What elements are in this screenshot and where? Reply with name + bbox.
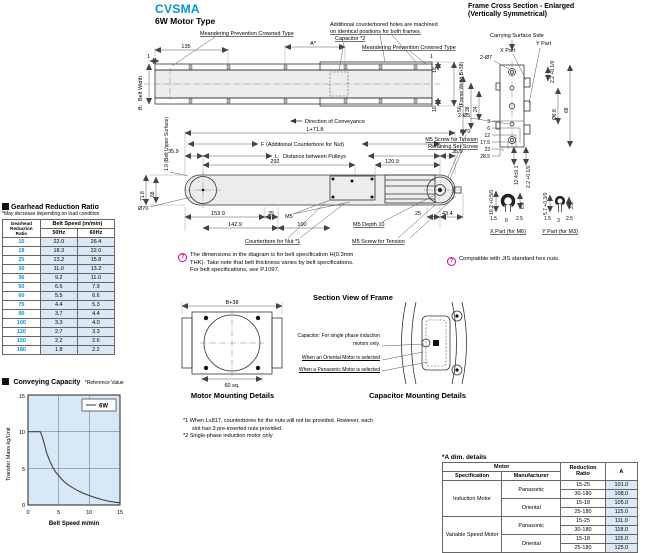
dia70-right: Ø70 bbox=[460, 129, 471, 135]
direction-label: Direction of Conveyance bbox=[305, 119, 365, 125]
gearhead-row bbox=[3, 309, 115, 318]
chart-title-note: *Reference Value bbox=[84, 380, 124, 386]
a-dim-col-ratio-l1: Reduction bbox=[569, 465, 597, 471]
cross-section-heading bbox=[468, 3, 574, 19]
ratio-cell: 15-25 bbox=[561, 517, 605, 526]
spec-cell: Variable Speed Motor bbox=[443, 517, 502, 553]
dim-2d5: 2-Ø5 bbox=[458, 113, 471, 119]
a-dim-section bbox=[442, 454, 638, 553]
gearhead-col-60hz: 60Hz bbox=[77, 228, 114, 237]
side-view-left-dims bbox=[138, 117, 191, 212]
speed60-cell: 6.6 bbox=[77, 291, 114, 300]
gearhead-row bbox=[3, 282, 115, 291]
dim-10-bottom: 10 bbox=[432, 106, 438, 112]
y-dim-3: 3 bbox=[557, 218, 560, 224]
y-dim-15: 1.5 bbox=[544, 216, 551, 222]
belt-note-line1: The dimensions in the diagram is for belt specification H(0.3mm bbox=[190, 252, 354, 258]
dim-1429: 142.9 bbox=[228, 222, 242, 228]
capacitor-mounting-drawing bbox=[382, 300, 490, 386]
frame-profile bbox=[496, 61, 530, 151]
cross-section-heading-line1: Frame Cross Section - Enlarged bbox=[468, 3, 575, 10]
speed60-cell: 4.0 bbox=[77, 318, 114, 327]
page-subtitle: 6W Motor Type bbox=[155, 16, 216, 26]
mfr-cell: Panasonic bbox=[502, 517, 561, 535]
motor-mount-frame bbox=[182, 310, 282, 376]
dim-a-star: A* bbox=[310, 41, 316, 47]
m5-tension-label: M5 Screw for Tension bbox=[352, 239, 405, 245]
speed60-cell: 3.3 bbox=[77, 327, 114, 336]
ratio-cell: 18 bbox=[3, 246, 41, 255]
stack-175: 17.5 bbox=[480, 140, 490, 146]
side-view-body bbox=[185, 172, 464, 208]
speed60-cell: 26.4 bbox=[77, 237, 114, 246]
crowned-type-left-label: Meandering Prevention Crowned Type bbox=[200, 31, 294, 37]
panasonic-motor-note: When a Panasonic Motor is selected bbox=[298, 367, 380, 373]
x-part-detail-label: X Part (for M6) bbox=[489, 229, 527, 235]
dim-100: 100 bbox=[297, 222, 307, 228]
dim-1539: 153.9 bbox=[211, 211, 225, 217]
a-dim-col-a: A bbox=[605, 463, 637, 481]
direction-of-conveyance bbox=[290, 119, 365, 126]
dim-f-label: (Additional Counterbore for Nut) bbox=[266, 142, 344, 148]
gearhead-header-row1 bbox=[3, 219, 115, 228]
y-part-label: Y Part bbox=[536, 41, 552, 47]
stack-12: 12 bbox=[484, 133, 490, 139]
dim-292: 292 bbox=[270, 159, 280, 165]
y-dim-32: 3.2 bbox=[569, 202, 575, 209]
page-title: CVSMA bbox=[155, 2, 200, 16]
capacitor-note-line1: Capacitor: For single phase induction bbox=[297, 333, 380, 339]
dim-1209: 120.9 bbox=[385, 159, 399, 165]
ratio-cell: 100 bbox=[3, 318, 41, 327]
a-dim-col-mfr: Manufacturer bbox=[502, 472, 561, 481]
side-view-drawing bbox=[130, 113, 480, 253]
x-dim-25: 2.5 bbox=[516, 216, 523, 222]
xtick-10: 10 bbox=[86, 510, 93, 516]
dim-b38: B+38 bbox=[225, 300, 239, 306]
belt-width-label: Belt Width bbox=[138, 75, 144, 101]
xtick-0: 0 bbox=[26, 510, 30, 516]
capacity-chart bbox=[2, 389, 154, 541]
gearhead-row bbox=[3, 336, 115, 345]
dim-434: 43.4 bbox=[442, 211, 453, 217]
dim-1-right: 1 bbox=[430, 54, 434, 60]
dim-38: 38 bbox=[465, 106, 471, 112]
dim-359-right: 35.9 bbox=[452, 149, 463, 155]
capacitor-note-line2: motors only. bbox=[353, 341, 380, 347]
dim-f-prefix: F bbox=[261, 142, 265, 148]
section-marker-icon bbox=[2, 378, 9, 385]
ytick-0: 0 bbox=[21, 503, 25, 509]
xtick-5: 5 bbox=[57, 510, 61, 516]
x-part-detail bbox=[489, 190, 526, 235]
speed50-cell: 3.7 bbox=[40, 309, 77, 318]
ratio-cell: 75 bbox=[3, 300, 41, 309]
a-dim-title: *A dim. details bbox=[442, 454, 487, 461]
dim-10-top: 10 bbox=[432, 67, 438, 73]
stack-285: 28.5 bbox=[480, 154, 490, 160]
a-dim-col-ratio bbox=[561, 463, 605, 481]
ratio-cell: 90 bbox=[3, 309, 41, 318]
ratio-cell: 25 bbox=[3, 255, 41, 264]
gearhead-col-50hz: 50Hz bbox=[40, 228, 77, 237]
chart-x-ticks bbox=[26, 510, 123, 516]
dim-2d7: 2-Ø7 bbox=[480, 55, 493, 61]
gearhead-row bbox=[3, 291, 115, 300]
footnotes bbox=[183, 418, 373, 441]
speed50-cell: 2.7 bbox=[40, 327, 77, 336]
dim-135: 135 bbox=[181, 44, 191, 50]
ratio-cell: 15-18 bbox=[561, 499, 605, 508]
ratio-cell: 15-25 bbox=[561, 481, 605, 490]
conveying-capacity-section bbox=[2, 371, 154, 546]
x-dim-15: 1.5 bbox=[490, 216, 497, 222]
ytick-5: 5 bbox=[21, 467, 25, 473]
speed50-cell: 6.6 bbox=[40, 282, 77, 291]
speed50-cell: 3.3 bbox=[40, 318, 77, 327]
oriental-motor-note: When an Oriental Motor is selected bbox=[301, 355, 380, 361]
speed60-cell: 7.9 bbox=[77, 282, 114, 291]
a-cell: 111.0 bbox=[605, 517, 637, 526]
speed50-cell: 11.0 bbox=[40, 264, 77, 273]
mfr-cell: Panasonic bbox=[502, 481, 561, 499]
frame-width-label: (Frame Width B+38) bbox=[459, 61, 465, 107]
jis-note bbox=[447, 256, 637, 266]
mfr-cell: Oriental bbox=[502, 499, 561, 517]
ytick-15: 15 bbox=[18, 394, 25, 400]
ratio-cell: 150 bbox=[3, 336, 41, 345]
belt-note-line3: For belt specifications, see P.1097. bbox=[190, 267, 280, 274]
y-part-detail-label: Y Part (for M3) bbox=[542, 229, 578, 235]
dim-718: 71.8 bbox=[140, 191, 146, 201]
legend-series-label: 6W bbox=[99, 403, 108, 410]
dim-22-top: 2.2 +0.1/0 bbox=[550, 60, 556, 83]
xtick-15: 15 bbox=[116, 510, 124, 516]
gearhead-col-ratio-l2: Reduction Ratio bbox=[10, 225, 33, 236]
x-dim-62: 6.2 bbox=[520, 202, 526, 209]
capacitor-label: Capacitor *2 bbox=[335, 36, 366, 42]
footnote-2: *2 Single-phase induction motor only bbox=[183, 433, 273, 439]
top-view-drawing bbox=[130, 20, 465, 115]
dim-1-left: 1 bbox=[147, 54, 151, 60]
gearhead-row bbox=[3, 327, 115, 336]
dim-24: 24 bbox=[473, 106, 479, 112]
footnote-1-line2: slot has 3 pre-inserted nuts provided. bbox=[192, 425, 283, 432]
cross-section-dims bbox=[457, 41, 570, 188]
gearhead-table bbox=[2, 219, 115, 355]
stack-23: 23 bbox=[484, 147, 490, 153]
x-part-label: X Part bbox=[500, 48, 516, 54]
dia70-left: Ø70 bbox=[138, 206, 149, 212]
stack-3: 3 bbox=[487, 119, 490, 125]
chart-x-label: Belt Speed m/min bbox=[48, 521, 100, 527]
top-view-belt bbox=[144, 62, 442, 106]
gearhead-title-text: Gearhead Reduction Ratio bbox=[10, 204, 99, 211]
dim-68-vert: 68 bbox=[564, 107, 570, 113]
a-dim-col-spec: Specification bbox=[443, 472, 502, 481]
speed50-cell: 1.8 bbox=[40, 345, 77, 354]
speed60-cell: 15.8 bbox=[77, 255, 114, 264]
a-dim-row bbox=[443, 517, 638, 526]
section-view-heading: Section View of Frame bbox=[313, 293, 393, 302]
dim-50: 50 bbox=[457, 106, 463, 112]
ratio-cell: 60 bbox=[3, 291, 41, 300]
ratio-cell: 180 bbox=[3, 345, 41, 354]
speed50-cell: 9.2 bbox=[40, 273, 77, 282]
y-dim-57: 5.7 +0.3/0 bbox=[543, 192, 549, 215]
dim-25-left: 25 bbox=[268, 211, 275, 217]
gearhead-col-ratio bbox=[3, 219, 41, 237]
a-dim-row bbox=[443, 481, 638, 490]
ratio-cell: 30 bbox=[3, 264, 41, 273]
speed60-cell: 4.4 bbox=[77, 309, 114, 318]
gearhead-row bbox=[3, 246, 115, 255]
belt-spec-note-text bbox=[190, 252, 354, 275]
ratio-cell: 36 bbox=[3, 273, 41, 282]
dim-d68: Ø6.8 bbox=[552, 109, 558, 120]
counterbore-note-line2: on identical positions for both frames. bbox=[330, 29, 422, 35]
belt-spec-note bbox=[178, 252, 478, 275]
speed60-cell: 5.3 bbox=[77, 300, 114, 309]
belt-width-prefix: B: bbox=[138, 104, 144, 110]
tension-retain-label2: Retaining Set Screw bbox=[428, 144, 478, 150]
speed50-cell: 5.5 bbox=[40, 291, 77, 300]
belt-surface-label: 1.9 (Belt Upper Surface) bbox=[164, 117, 170, 171]
speed50-cell: 13.2 bbox=[40, 255, 77, 264]
cross-section-heading-line2: (Vertically Symmetrical) bbox=[468, 11, 547, 18]
gearhead-row bbox=[3, 237, 115, 246]
counterbore-nut-label: Counterbore for Nut *1 bbox=[245, 239, 301, 245]
gearhead-row bbox=[3, 345, 115, 354]
spec-cell: Induction Motor bbox=[443, 481, 502, 517]
jis-note-icon: ? bbox=[447, 257, 456, 266]
a-dim-table bbox=[442, 462, 638, 553]
a-dim-col-ratio-l2: Ratio bbox=[576, 470, 590, 477]
ratio-cell: 15-18 bbox=[561, 535, 605, 544]
x-dim-6: 6 bbox=[505, 218, 508, 224]
capacitor-body bbox=[422, 316, 450, 370]
y-part-detail bbox=[542, 192, 578, 235]
tension-retain-label1: M5 Screw for Tension bbox=[425, 137, 478, 143]
dim-22-mid: 2.2 +0.1/0 bbox=[526, 165, 532, 188]
ratio-cell: 30-180 bbox=[561, 490, 605, 499]
dim-l-prefix: L: bbox=[275, 154, 280, 160]
dim-68: 68 bbox=[150, 191, 156, 197]
jis-note-text: Compatible with JIS standard hex nuts. bbox=[459, 256, 560, 262]
gearhead-col-speed: Belt Speed (m/min) bbox=[40, 219, 114, 228]
counterbore-note-line1: Additional counterbored holes are machined bbox=[330, 22, 438, 28]
chart-y-label: Transfer Mass kg/Unit bbox=[6, 427, 12, 481]
a-cell: 115.0 bbox=[605, 535, 637, 544]
dim-l-718: L+71.8 bbox=[306, 127, 324, 133]
y-dim-25: 2.5 bbox=[566, 216, 573, 222]
dim-l-label: Distance between Pulleys bbox=[283, 154, 346, 160]
stack-6: 6 bbox=[487, 126, 490, 132]
ytick-10: 10 bbox=[18, 430, 25, 436]
a-dim-col-motor: Motor bbox=[443, 463, 561, 472]
speed60-cell: 2.6 bbox=[77, 336, 114, 345]
dim-60sq: 60 sq. bbox=[224, 383, 240, 389]
speed50-cell: 22.0 bbox=[40, 237, 77, 246]
frame-cross-section-drawing bbox=[450, 25, 650, 250]
m5-depth-label: M5 Depth 10 bbox=[353, 222, 385, 228]
ratio-cell: 120 bbox=[3, 327, 41, 336]
gearhead-subtitle: *May decrease depending on load condition. bbox=[2, 211, 101, 217]
ratio-cell: 25-180 bbox=[561, 508, 605, 517]
gearhead-row bbox=[3, 300, 115, 309]
speed60-cell: 13.2 bbox=[77, 264, 114, 273]
speed60-cell: 2.2 bbox=[77, 345, 114, 354]
a-cell: 125.0 bbox=[605, 544, 637, 553]
gearhead-col-ratio-l1: Gearhead bbox=[10, 220, 32, 226]
section-marker-icon bbox=[2, 203, 9, 210]
footnote-1-line1: *1 When L≤817, counterbores for the nuts will not be provided. However, each bbox=[183, 418, 374, 424]
speed60-cell: 11.0 bbox=[77, 273, 114, 282]
dim-25-right: 25 bbox=[415, 211, 422, 217]
note-icon: ? bbox=[178, 253, 187, 262]
a-cell: 105.0 bbox=[605, 499, 637, 508]
m5-label: M5 bbox=[285, 214, 293, 220]
speed50-cell: 2.2 bbox=[40, 336, 77, 345]
chart-title-text: Conveying Capacity bbox=[13, 379, 81, 386]
gearhead-row bbox=[3, 273, 115, 282]
carrying-surface-label: Carrying Surface Side bbox=[490, 33, 544, 39]
chart-title bbox=[2, 371, 154, 389]
a-cell: 115.0 bbox=[605, 508, 637, 517]
gearhead-row bbox=[3, 264, 115, 273]
motor-mounting-caption: Motor Mounting Details bbox=[190, 391, 275, 400]
a-cell: 118.0 bbox=[605, 526, 637, 535]
a-cell: 101.0 bbox=[605, 481, 637, 490]
gearhead-row bbox=[3, 318, 115, 327]
ratio-cell: 50 bbox=[3, 282, 41, 291]
chart-legend bbox=[82, 399, 116, 411]
dim-124: 12.4±0.1 bbox=[514, 165, 520, 185]
belt-note-line2: THK). Take note that belt thickness varies by belt specifications. bbox=[190, 259, 354, 266]
crowned-type-right-label: Meandering Prevention Crowned Type bbox=[362, 45, 456, 51]
mfr-cell: Oriental bbox=[502, 535, 561, 553]
gearhead-row bbox=[3, 255, 115, 264]
chart-y-ticks bbox=[19, 394, 25, 509]
a-cell: 108.0 bbox=[605, 490, 637, 499]
speed60-cell: 22.0 bbox=[77, 246, 114, 255]
gearhead-section bbox=[2, 203, 115, 355]
dim-359-left: 35.9 bbox=[168, 149, 179, 155]
gearhead-title bbox=[2, 203, 115, 211]
ratio-cell: 30-180 bbox=[561, 526, 605, 535]
x-dim-102: 10.2 +0.5/0 bbox=[489, 189, 495, 215]
speed50-cell: 18.3 bbox=[40, 246, 77, 255]
a-dim-header-row1 bbox=[443, 463, 638, 472]
ratio-cell: 25-180 bbox=[561, 544, 605, 553]
speed50-cell: 4.4 bbox=[40, 300, 77, 309]
ratio-cell: 15 bbox=[3, 237, 41, 246]
capacitor-mounting-caption: Capacitor Mounting Details bbox=[368, 391, 467, 400]
side-view-upper-dims bbox=[168, 127, 463, 177]
